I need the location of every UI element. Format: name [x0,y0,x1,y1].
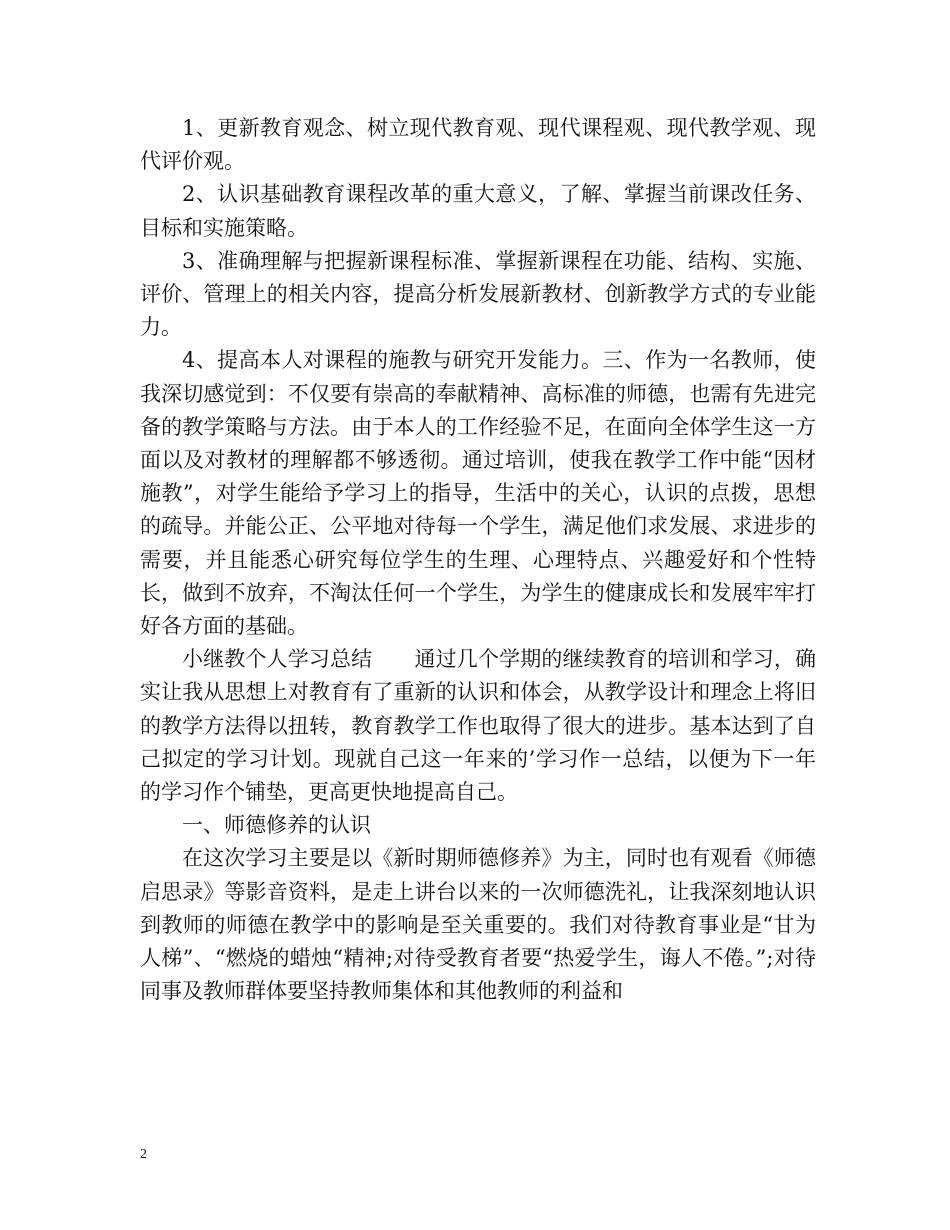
paragraph-goal-4: 4、提高本人对课程的施教与研究开发能力。三、作为一名教师，使我深切感觉到：不仅要有崇高的奉献精神、高标准的师德，也需有先进完备的教学策略与方法。由于本人的工作经验不足，在面向全体学生这一方面以及对教材的理解都不够透彻。通过培训，使我在教学工作中能“因材施教”，对学生能给予学习上的指导，生活中的关心，认识的点拨，思想的疏导。并能公正、公平地对待每一个学生，满足他们求发展、求进步的需要，并且能悉心研究每位学生的生理、心理特点、兴趣爱好和个性特长，做到不放弃，不淘汰任何一个学生，为学生的健康成长和发展牢牢打好各方面的基础。 [140,348,816,639]
document-body [140,112,816,1008]
paragraph-summary-intro: 小继教个人学习总结 通过几个学期的继续教育的培训和学习，确实让我从思想上对教育有了重新的认识和体会，从教学设计和理念上将旧的教学方法得以扭转，教育教学工作也取得了很大的进步。基本达到了自己拟定的学习计划。现就自己这一年来的’学习作一总结，以便为下一年的学习作个铺垫，更高更快地提高自己。 [140,647,816,805]
paragraph-ethics-body: 在这次学习主要是以《新时期师德修养》为主，同时也有观看《师德启思录》等影音资料，是走上讲台以来的一次师德洗礼，让我深刻地认识到教师的师德在教学中的影响是至关重要的。我们对待教育事业是“甘为人梯”、“燃烧的蜡烛“精神;对待受教育者要“热爱学生，诲人不倦。”;对待同事及教师群体要坚持教师集体和其他教师的利益和 [140,846,816,1004]
section-heading-ethics: 一、师德修养的认识 [182,813,371,838]
paragraph-goal-3: 3、准确理解与把握新课程标准、掌握新课程在功能、结构、实施、评价、管理上的相关内容，提高分析发展新教材、创新教学方式的专业能力。 [140,248,816,340]
page-number: 2 [140,1147,147,1162]
paragraph-goal-1: 1、更新教育观念、树立现代教育观、现代课程观、现代教学观、现代评价观。 [140,116,816,174]
paragraph-goal-2: 2、认识基础教育课程改革的重大意义，了解、掌握当前课改任务、目标和实施策略。 [140,182,816,240]
